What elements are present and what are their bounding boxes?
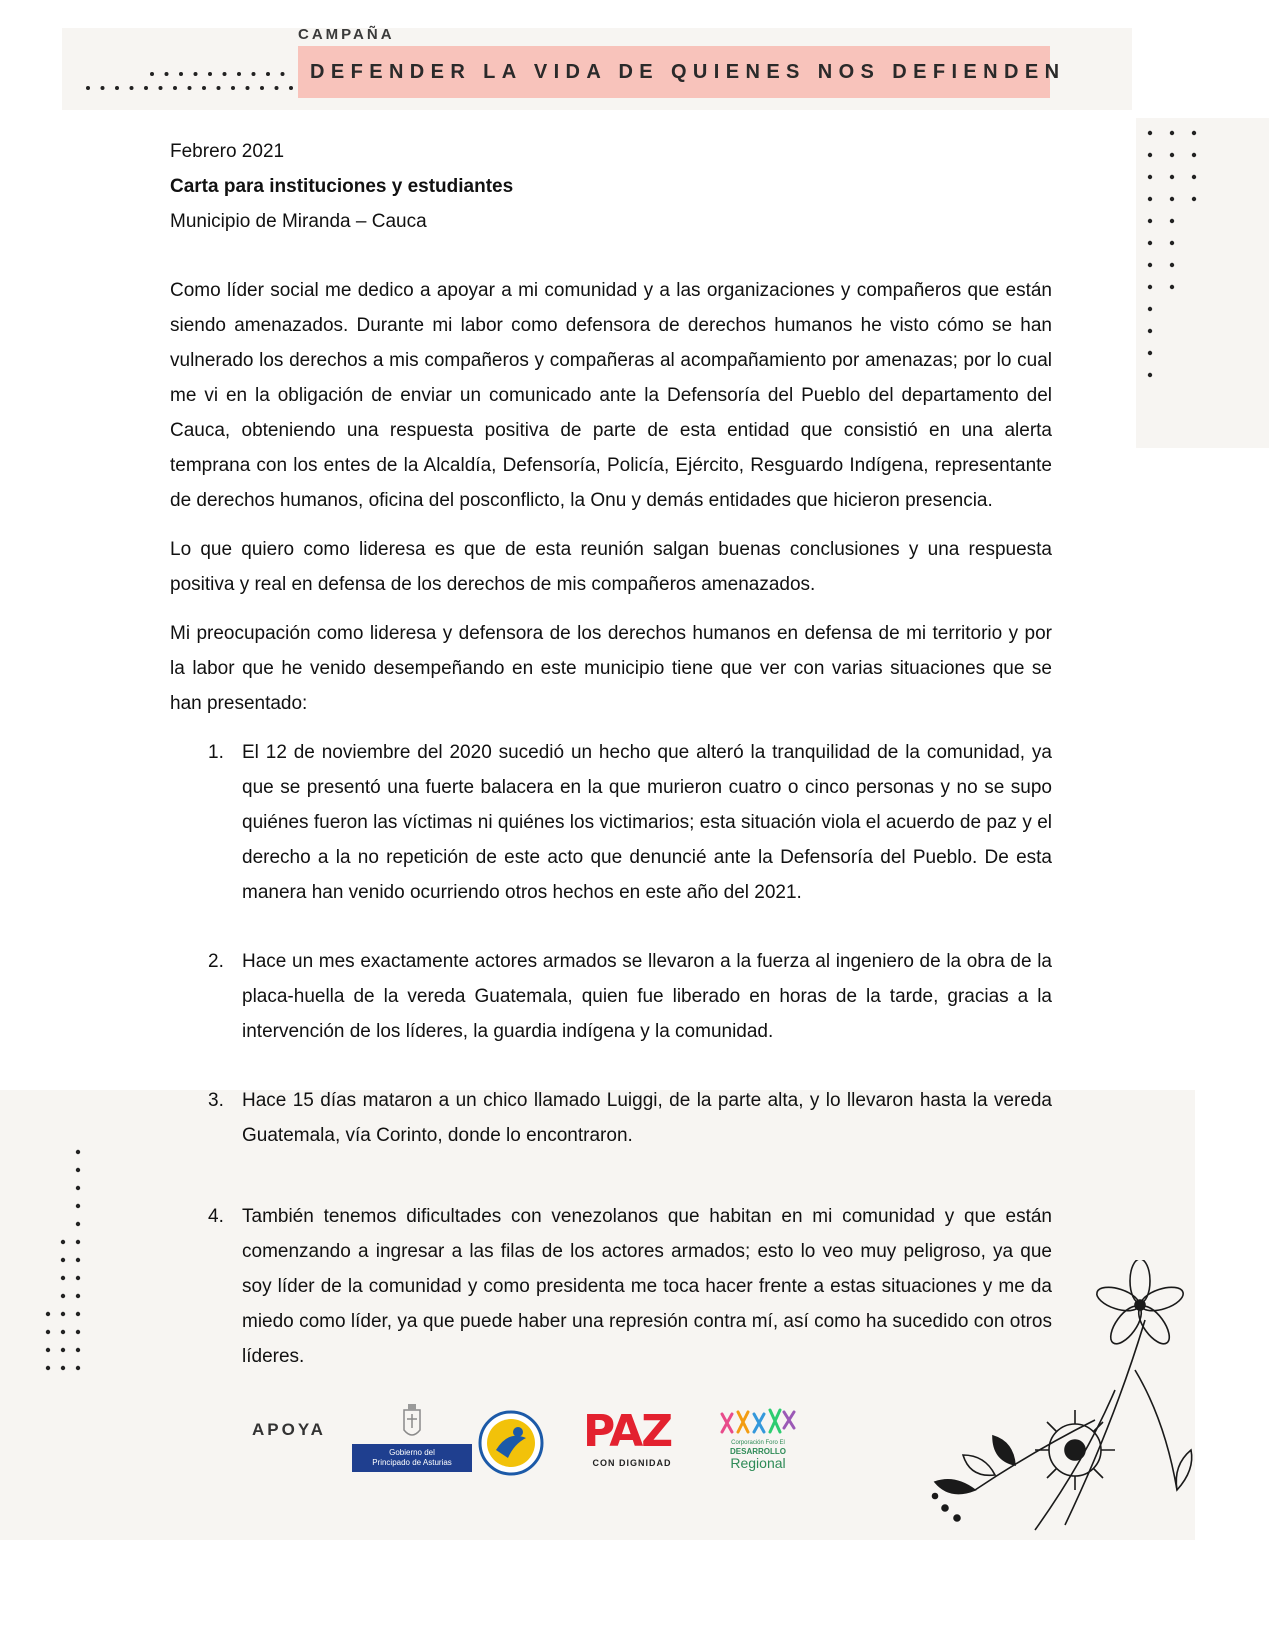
- decor-dot: [159, 86, 163, 90]
- decor-dot: [76, 1222, 80, 1226]
- decor-dot: [1170, 285, 1174, 289]
- gobierno-line1: Gobierno del: [389, 1448, 435, 1457]
- decor-dot: [150, 72, 154, 76]
- decor-dot: [223, 72, 227, 76]
- decor-dot: [1192, 153, 1196, 157]
- letter-body: [170, 134, 1052, 1374]
- decor-dot: [76, 1312, 80, 1316]
- decor-dot: [76, 1258, 80, 1262]
- decor-dot: [86, 86, 90, 90]
- decor-dot: [1192, 131, 1196, 135]
- decor-dot: [281, 72, 285, 76]
- regional-big-text: Regional: [730, 1455, 786, 1471]
- decor-dot: [266, 72, 270, 76]
- decor-dot: [208, 72, 212, 76]
- regional-mid-text: DESARROLLO: [730, 1447, 786, 1456]
- decor-dot: [61, 1330, 65, 1334]
- decor-dot: [46, 1366, 50, 1370]
- list-number: 4.: [208, 1206, 224, 1227]
- left-dots: [46, 1150, 80, 1370]
- decor-dot: [179, 72, 183, 76]
- decor-dot: [1148, 131, 1152, 135]
- decor-dot: [165, 72, 169, 76]
- decor-dot: [1170, 219, 1174, 223]
- decor-dot: [231, 86, 235, 90]
- decor-dot: [173, 86, 177, 90]
- people-figures-icon: [718, 1406, 798, 1438]
- decor-dot: [1148, 197, 1152, 201]
- decor-dot: [1192, 175, 1196, 179]
- decor-dot: [46, 1312, 50, 1316]
- decor-dot: [1148, 351, 1152, 355]
- campaign-banner-text: DEFENDER LA VIDA DE QUIENES NOS DEFIENDEN: [310, 60, 1066, 83]
- decor-dot: [76, 1186, 80, 1190]
- decor-dot: [101, 86, 105, 90]
- floral-illustration-icon: [915, 1260, 1205, 1540]
- list-item: [170, 735, 1052, 910]
- decor-dot: [76, 1348, 80, 1352]
- decor-dot: [76, 1294, 80, 1298]
- decor-dot: [76, 1330, 80, 1334]
- list-text: Hace un mes exactamente actores armados se llevaron a la fuerza al ingeniero de la obra de la placa-huella de la vereda Guatemala, quien fue liberado en horas de la tarde, gracias a la intervención de los líderes, la guardia indígena y la comunidad.: [242, 951, 1052, 1042]
- decor-dot: [194, 72, 198, 76]
- decor-dot: [188, 86, 192, 90]
- red-circle-emblem-icon: [478, 1410, 544, 1476]
- paragraph: Mi preocupación como lideresa y defensora de los derechos humanos en defensa de mi territorio y por la labor que he venido desempeñando en este municipio tiene que ver con varias situaciones que se han presentado:: [170, 623, 1052, 714]
- decor-dot: [246, 86, 250, 90]
- decor-dot: [61, 1258, 65, 1262]
- decor-dot: [115, 86, 119, 90]
- crest-icon: [352, 1404, 472, 1444]
- decor-dot: [46, 1330, 50, 1334]
- sponsors-label: APOYA: [252, 1420, 326, 1439]
- decor-dot: [237, 72, 241, 76]
- letter-location: Municipio de Miranda – Cauca: [170, 211, 427, 232]
- decor-dot: [1148, 373, 1152, 377]
- decor-dot: [202, 86, 206, 90]
- decor-dot: [76, 1240, 80, 1244]
- list-text: El 12 de noviembre del 2020 sucedió un hecho que alteró la tranquilidad de la comunidad, ya que se presentó una fuerte balacera en la que murieron cuatro o cinco personas y no se supo quiénes fueron las víctimas ni quiénes los victimarios; esta situación viola el acuerdo de paz y el derecho a la no repetición de este acto que denuncié ante la Defensoría del Pueblo. De esta manera han venido ocurriendo otros hechos en este año del 2021.: [242, 742, 1052, 903]
- paragraph: Lo que quiero como lideresa es que de esta reunión salgan buenas conclusiones y una respuesta positiva y real en defensa de los derechos de mis compañeros amenazados.: [170, 539, 1052, 595]
- decor-dot: [1170, 241, 1174, 245]
- decor-dot: [1148, 175, 1152, 179]
- decor-dot: [1170, 175, 1174, 179]
- decor-dot: [61, 1348, 65, 1352]
- list-item: [170, 1083, 1052, 1153]
- letter-title: Carta para instituciones y estudiantes: [170, 176, 514, 197]
- decor-dot: [1148, 241, 1152, 245]
- decor-dot: [275, 86, 279, 90]
- paragraph: Como líder social me dedico a apoyar a mi comunidad y a las organizaciones y compañeros que están siendo amenazados. Durante mi labor como defensora de derechos humanos he visto cómo se han vulnerado los derechos a mis compañeros y compañeras al acompañamiento por amenazas; por lo cual me vi en la obligación de enviar un comunicado ante la Defensoría del Pueblo del departamento del Cauca, obteniendo una respuesta positiva de parte de esta entidad que consistió en una alerta temprana con los entes de la Alcaldía, Defensoría, Policía, Ejército, Resguardo Indígena, representante de derechos humanos, oficina del posconflicto, la Onu y demás entidades que hicieron presencia.: [170, 280, 1052, 511]
- desarrollo-regional-logo: [718, 1406, 798, 1472]
- header-dots: [86, 72, 293, 90]
- decor-dot: [1170, 263, 1174, 267]
- paz-word: PAZ: [583, 1406, 672, 1457]
- gobierno-bar: [352, 1444, 472, 1472]
- decor-dot: [61, 1294, 65, 1298]
- regional-small-text: Corporación Foro El: [731, 1440, 785, 1446]
- decor-dot: [61, 1312, 65, 1316]
- gobierno-line2: Principado de Asturias: [372, 1458, 452, 1467]
- decor-dot: [76, 1276, 80, 1280]
- decor-dot: [1192, 197, 1196, 201]
- paz-con-dignidad-logo: [583, 1406, 681, 1470]
- decor-dot: [61, 1276, 65, 1280]
- decor-dot: [46, 1348, 50, 1352]
- decor-dot: [1148, 153, 1152, 157]
- decor-dot: [252, 72, 256, 76]
- decor-dot: [76, 1150, 80, 1154]
- decor-dot: [1148, 285, 1152, 289]
- decor-dot: [76, 1366, 80, 1370]
- paz-subtitle: CON DIGNIDAD: [592, 1458, 672, 1468]
- decor-dot: [1148, 219, 1152, 223]
- decor-dot: [260, 86, 264, 90]
- right-dots: [1148, 131, 1196, 377]
- list-text: Hace 15 días mataron a un chico llamado Luiggi, de la parte alta, y lo llevaron hasta la vereda Guatemala, vía Corinto, donde lo encontraron.: [242, 1090, 1052, 1146]
- list-number: 3.: [208, 1090, 224, 1111]
- decor-dot: [76, 1204, 80, 1208]
- decor-dot: [217, 86, 221, 90]
- decor-dot: [289, 86, 293, 90]
- campaign-kicker: CAMPAÑA: [298, 26, 395, 43]
- list-text: También tenemos dificultades con venezolanos que habitan en mi comunidad y que están comenzando a ingresar a las filas de los actores armados; esto lo veo muy peligroso, ya que soy líder de la comunidad y como presidenta me toca hacer frente a estas situaciones y me da miedo como líder, ya que puede haber una represión contra mí, así como ha sucedido con otros líderes.: [242, 1206, 1052, 1367]
- decor-dot: [130, 86, 134, 90]
- list-number: 2.: [208, 951, 224, 972]
- decor-dot: [144, 86, 148, 90]
- decor-dot: [61, 1366, 65, 1370]
- campaign-banner: [298, 46, 1066, 98]
- decor-dot: [1148, 307, 1152, 311]
- decor-dot: [1170, 153, 1174, 157]
- decor-dot: [61, 1240, 65, 1244]
- gobierno-asturias-logo: [352, 1404, 472, 1476]
- decor-dot: [76, 1168, 80, 1172]
- decor-dot: [1170, 197, 1174, 201]
- decor-dot: [1148, 329, 1152, 333]
- list-item: [170, 944, 1052, 1049]
- decor-dot: [1148, 263, 1152, 267]
- decor-dot: [1170, 131, 1174, 135]
- letter-date: Febrero 2021: [170, 141, 285, 162]
- list-number: 1.: [208, 742, 224, 763]
